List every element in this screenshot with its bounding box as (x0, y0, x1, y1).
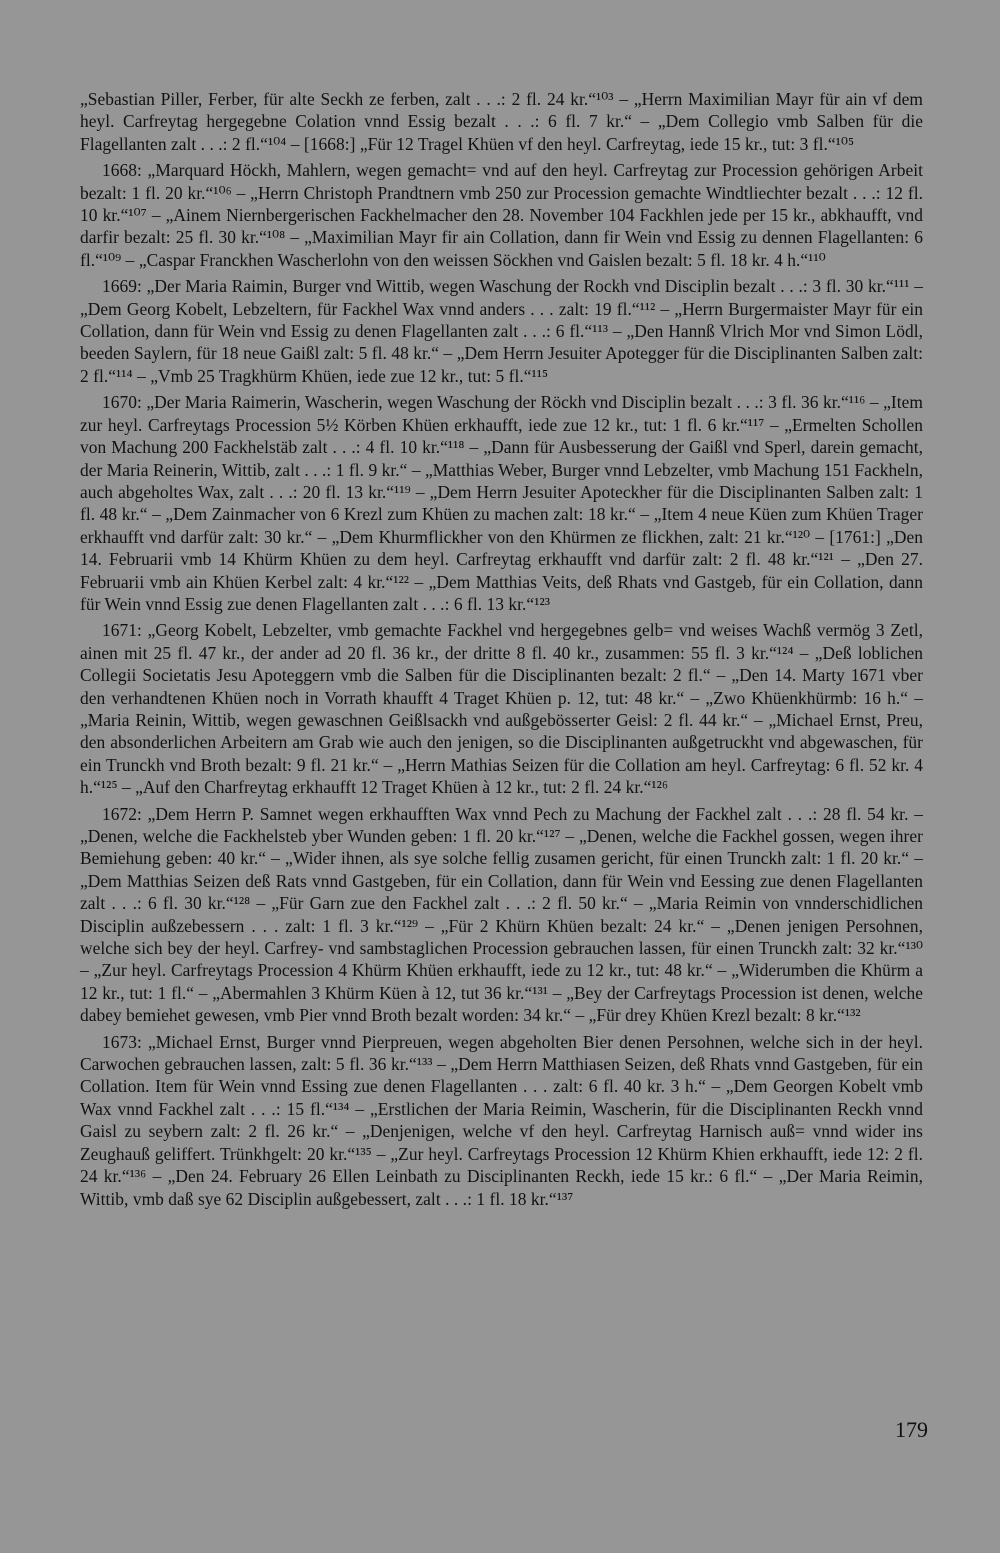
paragraph-1668: 1668: „Marquard Höckh, Mahlern, wegen gemacht= vnd auf den heyl. Carfreytag zur Procession gehörigen Arbeit bezalt: 1 fl. 20 kr.“¹⁰⁶ – „Herrn Christoph Prandtnern vmb 250 zur Procession gemachte Windtliechter bezalt . . .: 12 fl. 10 kr.“¹⁰⁷ – „Ainem Niernbergerischen Fackhelmacher den 28. November 104 Fackhlen jede per 15 kr., abkhaufft, vnd darfir bezalt: 25 fl. 30 kr.“¹⁰⁸ – „Maximilian Mayr fir ain Collation, dann fir Wein vnd Essig zu dennen Flagellanten: 6 fl.“¹⁰⁹ – „Caspar Franckhen Wascherlohn von den weissen Söckhen vnd Gaislen bezalt: 5 fl. 18 kr. 4 h.“¹¹⁰ (80, 160, 923, 270)
paragraph-1673: 1673: „Michael Ernst, Burger vnnd Pierpreuen, wegen abgeholten Bier denen Persohnen, welche sich in der heyl. Carwochen gebrauchen lassen, zalt: 5 fl. 36 kr.“¹³³ – „Dem Herrn Matthiasen Seizen, deß Rhats vnnd Gastgeben, für ein Collation. Item für Wein vnnd Essing zue denen Flagellanten . . . zalt: 6 fl. 40 kr. 3 h.“ – „Dem Georgen Kobelt vmb Wax vnnd Fackhel zalt . . .: 15 fl.“¹³⁴ – „Erstlichen der Maria Reimin, Wascherin, für die Disciplinanten Reckh vnnd Gaisl zu seybern zalt: 2 fl. 26 kr.“ – „Denjenigen, welche vf den heyl. Carfreytag Harnisch auß= vnnd wider ins Zeughauß geliffert. Trünkhgelt: 20 kr.“¹³⁵ – „Zur heyl. Carfreytags Procession 12 Khürm Khien erkhaufft, iede 12: 2 fl. 24 kr.“¹³⁶ – „Den 24. February 26 Ellen Leinbath zu Disciplinanten Reckh, iede 15 kr.: 6 fl.“ – „Der Maria Reimin, Wittib, vmb daß sye 62 Disciplin außgebessert, zalt . . .: 1 fl. 18 kr.“¹³⁷ (80, 1031, 923, 1209)
paragraph-1671: 1671: „Georg Kobelt, Lebzelter, vmb gemachte Fackhel vnd hergegebnes gelb= vnd weises Wachß vermög 3 Zetl, ainen mit 25 fl. 47 kr., der ander ad 20 fl. 36 kr., der dritte 8 fl. 40 kr., zusammen: 55 fl. 3 kr.“¹²⁴ – „Deß loblichen Collegii Societatis Jesu Apoteggern vmb die Salben für die Disciplinanten bezalt: 2 fl.“ – „Den 14. Marty 1671 vber den verhandtenen Khüen noch in Vorrath khaufft 4 Traget Khüen p. 12, tut: 48 kr.“ – „Zwo Khüenkhürmb: 16 h.“ – „Maria Reinin, Wittib, wegen gewaschnen Geißlsackh vnd außgebösserter Geisl: 2 fl. 44 kr.“ – „Michael Ernst, Preu, den absonderlichen Arbeitern am Grab wie auch den jenigen, so die Disciplinanten außgetruckht vnd abgewaschen, für ein Trunckh vnd Broth bezalt: 9 fl. 21 kr.“ – „Herrn Mathias Seizen für die Collation am heyl. Carfreytag: 6 fl. 52 kr. 4 h.“¹²⁵ – „Auf den Charfreytag erkhaufft 12 Traget Khüen à 12 kr., tut: 2 fl. 24 kr.“¹²⁶ (80, 620, 923, 798)
page-number: 179 (895, 1417, 928, 1442)
page-body (80, 88, 923, 1214)
paragraph-1669: 1669: „Der Maria Raimin, Burger vnd Wittib, wegen Waschung der Rockh vnd Disciplin bezalt . . .: 3 fl. 30 kr.“¹¹¹ – „Dem Georg Kobelt, Lebzeltern, für Fackhel Wax vnnd anders . . . zalt: 19 fl.“¹¹² – „Herrn Burgermaister Mayr für ein Collation, dann für Wein vnd Essig zu denen Flagellanten zalt . . .: 6 fl.“¹¹³ – „Den Hannß Vlrich Mor vnd Simon Lödl, beeden Saylern, für 18 neue Gaißl zalt: 5 fl. 48 kr.“ – „Dem Herrn Jesuiter Apotegger für die Disciplinanten Salben zalt: 2 fl.“¹¹⁴ – „Vmb 25 Tragkhürm Khüen, iede zue 12 kr., tut: 5 fl.“¹¹⁵ (80, 276, 923, 386)
paragraph-1670: 1670: „Der Maria Raimerin, Wascherin, wegen Waschung der Röckh vnd Disciplin bezalt . . .: 3 fl. 36 kr.“¹¹⁶ – „Item zur heyl. Carfreytags Procession 5½ Körben Khüen erkhaufft, iede zue 12 kr., tut: 1 fl. 6 kr.“¹¹⁷ – „Ermelten Schollen von Machung 200 Fackhelstäb zalt . . .: 4 fl. 10 kr.“¹¹⁸ – „Dann für Ausbesserung der Gaißl vnd Sperl, darein gemacht, der Maria Reinerin, Wittib, zalt . . .: 1 fl. 9 kr.“ – „Matthias Weber, Burger vnnd Lebzelter, vmb Machung 151 Fackheln, auch abgeholtes Wax, zalt . . .: 20 fl. 13 kr.“¹¹⁹ – „Dem Herrn Jesuiter Apoteckher für die Disciplinanten Salben zalt: 1 fl. 48 kr.“ – „Dem Zainmacher von 6 Krezl zum Khüen zu machen zalt: 18 kr.“ – „Item 4 neue Küen zum Khüen Trager erkhaufft vnd darfür zalt: 30 kr.“ – „Dem Khurmflickher von den Khürmen ze flickhen, zalt: 21 kr.“¹²⁰ – [1761:] „Den 14. Februarii vmb 14 Khürm Khüen zu dem heyl. Carfreytag erkhaufft vnd darfür zalt: 2 fl. 48 kr.“¹²¹ – „Den 27. Februarii vmb ain Khüen Kerbel zalt: 4 kr.“¹²² – „Dem Matthias Veits, deß Rhats vnd Gastgeb, für ein Collation, dann für Wein vnnd Essig zue denen Flagellanten zalt . . .: 6 fl. 13 kr.“¹²³ (80, 392, 923, 614)
paragraph-continuation: „Sebastian Piller, Ferber, für alte Seckh ze ferben, zalt . . .: 2 fl. 24 kr.“¹⁰³ – „Herrn Maximilian Mayr für ain vf dem heyl. Carfreytag hergegebne Colation vnnd Essig bezalt . . .: 6 fl. 7 kr.“ – „Dem Collegio vmb Salben für die Flagellanten zalt . . .: 2 fl.“¹⁰⁴ – [1668:] „Für 12 Tragel Khüen vf den heyl. Carfreytag, iede 15 kr., tut: 3 fl.“¹⁰⁵ (80, 89, 923, 154)
paragraph-1672: 1672: „Dem Herrn P. Samnet wegen erkhaufften Wax vnnd Pech zu Machung der Fackhel zalt . . .: 28 fl. 54 kr. – „Denen, welche die Fackhelsteb yber Wunden geben: 1 fl. 20 kr.“¹²⁷ – „Denen, welche die Fackhel gossen, wegen ihrer Bemiehung geben: 40 kr.“ – „Wider ihnen, als sye solche fellig zusamen gericht, für einen Trunckh zalt: 1 fl. 20 kr.“ – „Dem Matthias Seizen deß Rats vnnd Gastgeben, für ein Collation, dann für Wein vnd Eessing zue denen Flagellanten zalt . . .: 6 fl. 30 kr.“¹²⁸ – „Für Garn zue den Fackhel zalt . . .: 2 fl. 50 kr.“ – „Maria Reimin von vnnderschidlichen Disciplin außzebessern . . . zalt: 1 fl. 3 kr.“¹²⁹ – „Für 2 Khürn Khüen bezalt: 24 kr.“ – „Denen jenigen Persohnen, welche sich bey der heyl. Carfrey- vnd sambstaglichen Procession gebrauchen lassen, für einen Trunckh zalt: 32 kr.“¹³⁰ – „Zur heyl. Carfreytags Procession 4 Khürm Khüen erkhaufft, iede zu 12 kr., tut: 48 kr.“ – „Widerumben die Khürm a 12 kr., tut: 1 fl.“ – „Abermahlen 3 Khürm Küen à 12, tut 36 kr.“¹³¹ – „Bey der Carfreytags Procession ist denen, welche dabey bemiehet gewesen, vmb Pier vnnd Broth bezalt worden: 34 kr.“ – „Für drey Khüen Krezl bezalt: 8 kr.“¹³² (80, 803, 923, 1026)
